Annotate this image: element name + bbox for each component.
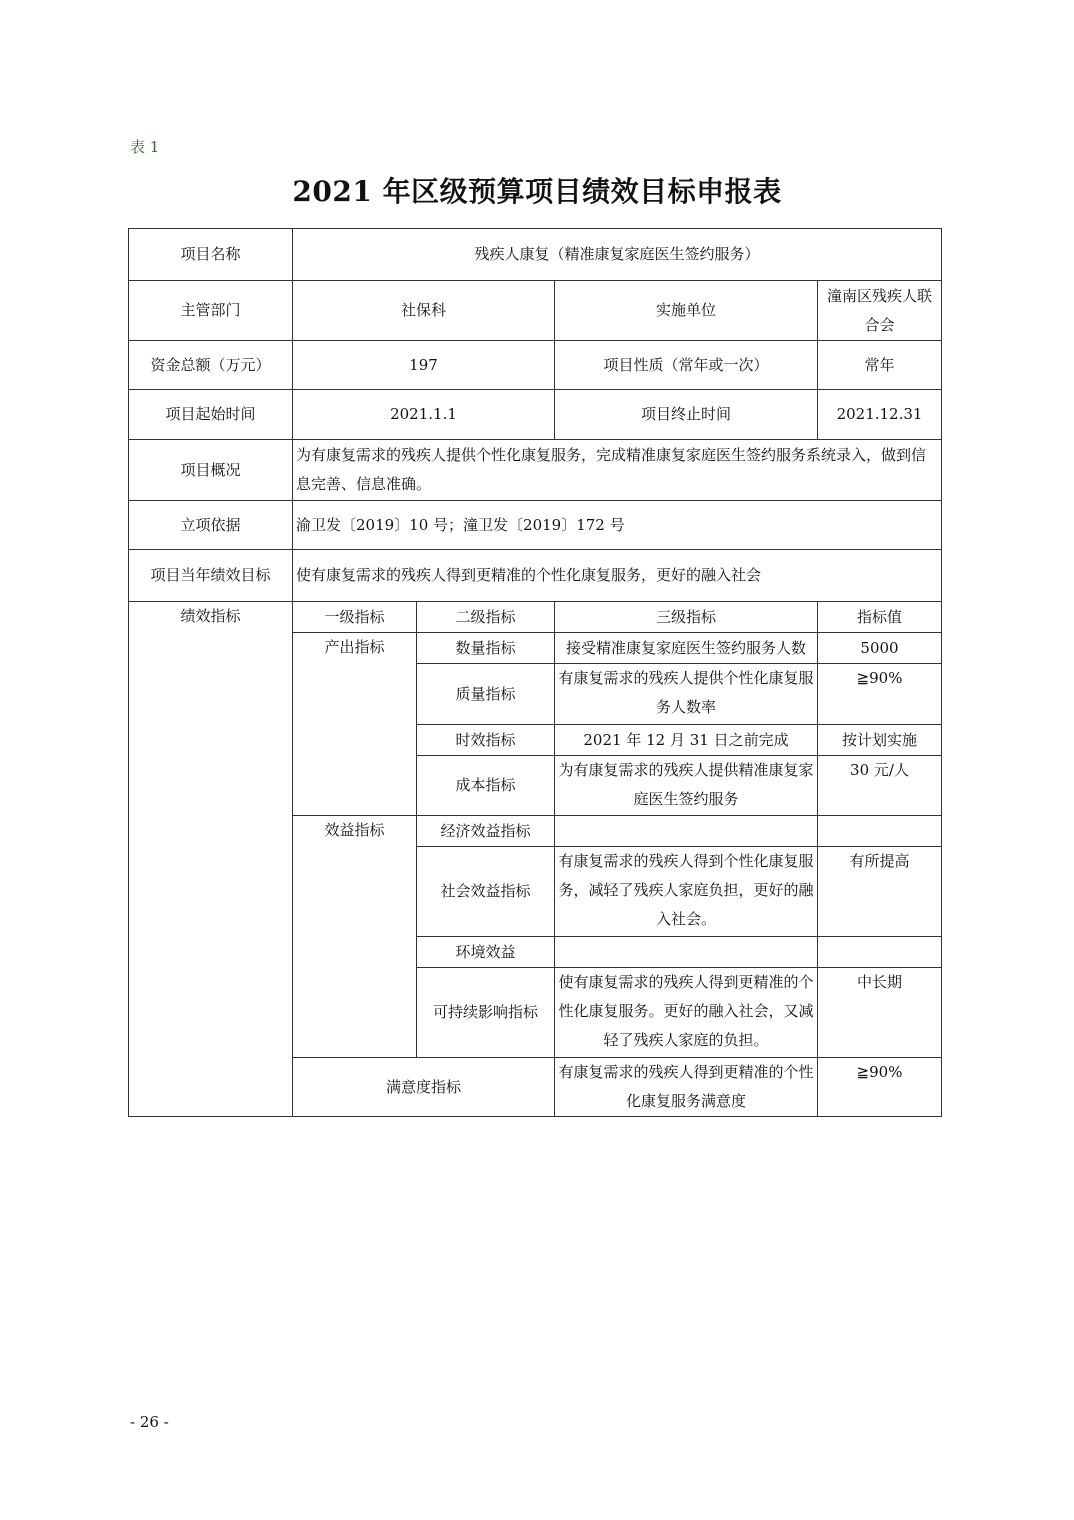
unit-label: 实施单位 [555,281,818,341]
indicators-section-label: 绩效指标 [129,602,293,1117]
level2-cell: 可持续影响指标 [417,968,555,1058]
table-number-label: 表 1 [130,138,160,156]
project-name-value: 残疾人康复（精准康复家庭医生签约服务） [293,229,942,281]
fund-value: 197 [293,341,555,390]
goal-value: 使有康复需求的残疾人得到更精准的个性化康复服务，更好的融入社会 [293,550,942,602]
overview-label: 项目概况 [129,440,293,501]
level2-cell: 时效指标 [417,725,555,756]
header-level2: 二级指标 [417,602,555,633]
header-level1: 一级指标 [293,602,417,633]
level3-cell [555,816,818,847]
start-value: 2021.1.1 [293,390,555,440]
overview-row [129,440,942,501]
fund-label: 资金总额（万元） [129,341,293,390]
performance-target-table [128,228,942,1117]
goal-label: 项目当年绩效目标 [129,550,293,602]
level3-cell: 接受精准康复家庭医生签约服务人数 [555,633,818,664]
fund-row [129,341,942,390]
level3-cell: 2021 年 12 月 31 日之前完成 [555,725,818,756]
basis-row [129,501,942,550]
dept-label: 主管部门 [129,281,293,341]
value-cell [818,816,942,847]
header-level3: 三级指标 [555,602,818,633]
level2-cell: 数量指标 [417,633,555,664]
benefit-indicator-label: 效益指标 [293,816,417,1058]
level3-cell: 为有康复需求的残疾人提供精准康复家庭医生签约服务 [555,756,818,816]
value-cell: ≧90% [818,664,942,725]
value-cell: ≧90% [818,1058,942,1117]
end-value: 2021.12.31 [818,390,942,440]
level3-cell: 使有康复需求的残疾人得到更精准的个性化康复服务。更好的融入社会，又减轻了残疾人家庭的负担。 [555,968,818,1058]
level2-cell: 环境效益 [417,937,555,968]
level3-cell: 有康复需求的残疾人得到个性化康复服务，减轻了残疾人家庭负担，更好的融入社会。 [555,847,818,937]
nature-label: 项目性质（常年或一次） [555,341,818,390]
value-cell: 30 元/人 [818,756,942,816]
start-label: 项目起始时间 [129,390,293,440]
satisfaction-indicator-label: 满意度指标 [293,1058,555,1117]
level3-cell: 有康复需求的残疾人得到更精准的个性化康复服务满意度 [555,1058,818,1117]
page-number: - 26 - [130,1413,169,1431]
overview-value: 为有康复需求的残疾人提供个性化康复服务，完成精准康复家庭医生签约服务系统录入，做到信息完善、信息准确。 [293,440,942,501]
value-cell: 5000 [818,633,942,664]
value-cell: 有所提高 [818,847,942,937]
department-row [129,281,942,341]
value-cell [818,937,942,968]
document-title: 2021 年区级预算项目绩效目标申报表 [292,175,782,208]
period-row [129,390,942,440]
level3-cell [555,937,818,968]
unit-value: 潼南区残疾人联合会 [818,281,942,341]
value-cell: 按计划实施 [818,725,942,756]
level2-cell: 社会效益指标 [417,847,555,937]
level2-cell: 经济效益指标 [417,816,555,847]
basis-value: 渝卫发〔2019〕10 号；潼卫发〔2019〕172 号 [293,501,942,550]
project-name-label: 项目名称 [129,229,293,281]
level2-cell: 质量指标 [417,664,555,725]
goal-row [129,550,942,602]
dept-value: 社保科 [293,281,555,341]
header-value: 指标值 [818,602,942,633]
indicator-header-row [129,602,942,633]
basis-label: 立项依据 [129,501,293,550]
nature-value: 常年 [818,341,942,390]
value-cell: 中长期 [818,968,942,1058]
end-label: 项目终止时间 [555,390,818,440]
level2-cell: 成本指标 [417,756,555,816]
output-indicator-label: 产出指标 [293,633,417,816]
project-name-row [129,229,942,281]
level3-cell: 有康复需求的残疾人提供个性化康复服务人数率 [555,664,818,725]
